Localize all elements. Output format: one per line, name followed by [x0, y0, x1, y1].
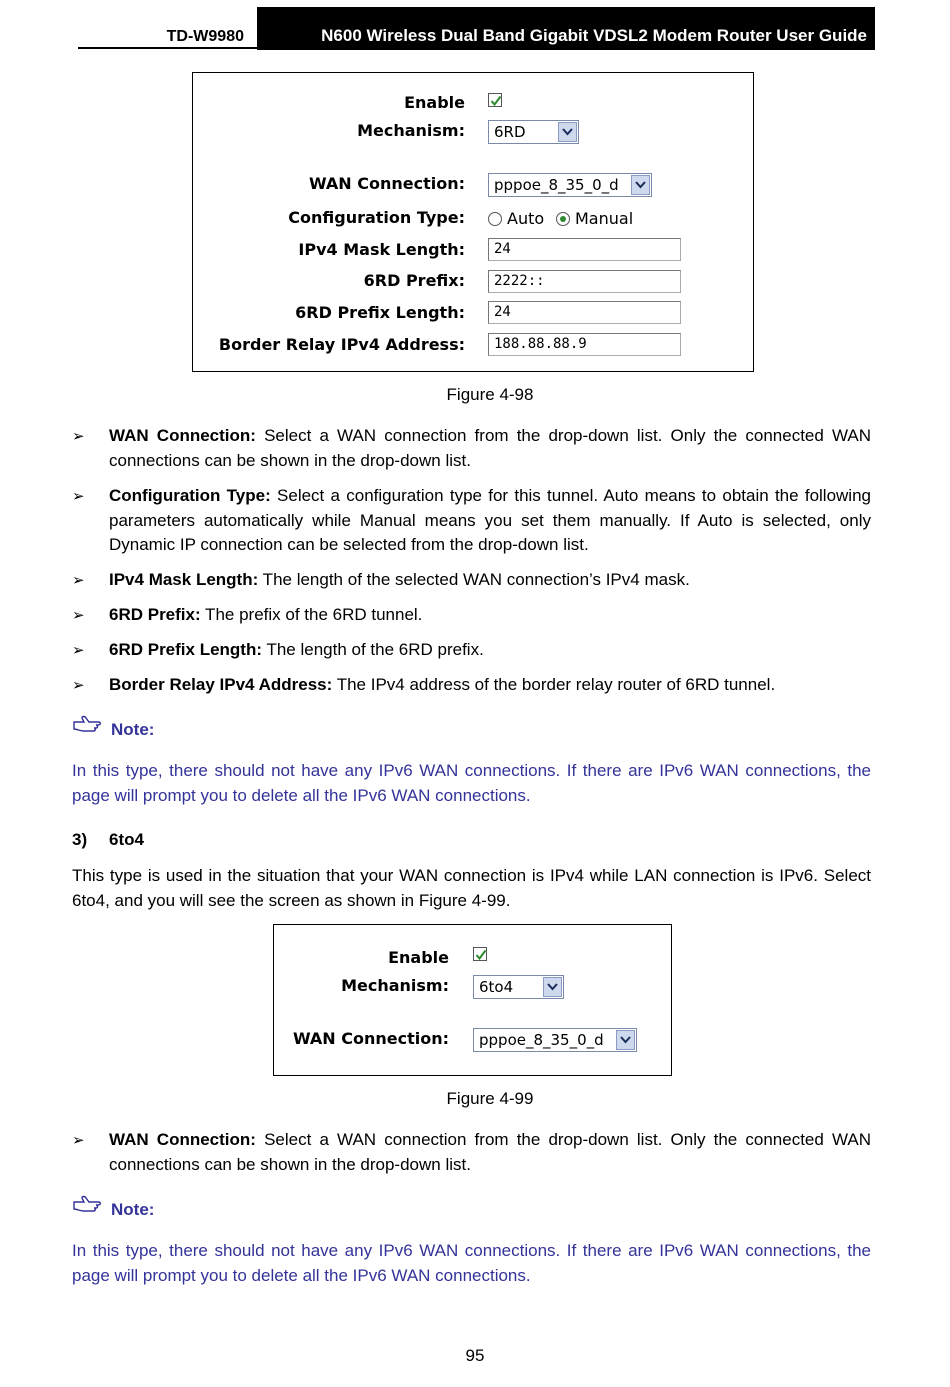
config-auto-label: Auto [507, 209, 545, 228]
note-heading [72, 1200, 154, 1220]
mechanism-label: Mechanism: [357, 121, 465, 140]
enable-label: Enable [404, 93, 465, 112]
bullet-6rd-prefix [72, 603, 871, 628]
note-text: In this type, there should not have any IPv6 WAN connections. If there are IPv6 WAN connections, the page will prompt you to delete all the IPv6 WAN connections. [72, 761, 871, 805]
wan-connection-select[interactable] [488, 173, 652, 197]
bullet-text: The length of the 6RD prefix. [262, 640, 484, 659]
config-auto-radio[interactable] [488, 212, 502, 226]
6rd-prefix-input[interactable]: 2222:: [488, 270, 681, 293]
bullet-term: WAN Connection: [109, 1130, 256, 1149]
note-heading [72, 720, 154, 740]
arrow-bullet-icon: ➢ [72, 427, 85, 445]
arrow-bullet-icon: ➢ [72, 1131, 85, 1149]
chevron-down-icon[interactable] [558, 122, 577, 142]
6rd-prefix-label: 6RD Prefix: [363, 271, 465, 290]
section-paragraph: This type is used in the situation that your WAN connection is IPv4 while LAN connection is IPv6. Select 6to4, and you will see the screen as shown in Figure 4-99. [72, 866, 871, 910]
bullet-term: 6RD Prefix: [109, 605, 201, 624]
wan-connection-label: WAN Connection: [308, 174, 465, 193]
mechanism-select[interactable] [473, 975, 564, 999]
bullet-term: WAN Connection: [109, 426, 256, 445]
page-number: 95 [465, 1346, 485, 1365]
bullet-ipv4-mask-length [72, 568, 871, 593]
bullet-text: The length of the selected WAN connection’s IPv4 mask. [258, 570, 690, 589]
bullet-6rd-prefix-length [72, 638, 871, 663]
arrow-bullet-icon: ➢ [72, 487, 85, 505]
mechanism-select[interactable] [488, 120, 579, 144]
bullet-term: Border Relay IPv4 Address: [109, 675, 333, 694]
configuration-type-label: Configuration Type: [288, 208, 465, 227]
bullet-term: Configuration Type: [109, 486, 271, 505]
wan-connection-value: pppoe_8_35_0_d [494, 176, 619, 194]
ipv4-mask-length-input[interactable]: 24 [488, 238, 681, 261]
arrow-bullet-icon: ➢ [72, 606, 85, 624]
ipv4-mask-length-label: IPv4 Mask Length: [298, 240, 465, 259]
border-relay-label: Border Relay IPv4 Address: [218, 335, 465, 354]
bullet-text: Select a configuration type for this tunnel. Auto means to obtain the following parameters automatically while Manual means you set them manually. If Auto is selected, only Dynamic IP connection can be selected from the drop-down list. [109, 486, 871, 554]
chevron-down-icon[interactable] [543, 977, 562, 997]
enable-label: Enable [388, 948, 449, 967]
chevron-down-icon[interactable] [631, 175, 650, 195]
checkmark-icon [474, 948, 488, 962]
pointing-hand-icon [72, 714, 102, 739]
6rd-prefix-length-label: 6RD Prefix Length: [295, 303, 465, 322]
bullet-wan-connection [72, 1128, 871, 1177]
config-manual-radio[interactable] [556, 212, 570, 226]
section-number: 3) [72, 830, 88, 849]
note-label: Note: [111, 720, 155, 739]
section-title: 6to4 [109, 830, 144, 849]
bullet-term: 6RD Prefix Length: [109, 640, 263, 659]
wan-connection-label: WAN Connection: [292, 1029, 449, 1048]
arrow-bullet-icon: ➢ [72, 676, 85, 694]
bullet-border-relay [72, 673, 871, 698]
enable-checkbox[interactable] [488, 93, 502, 107]
figure-98-caption: Figure 4-98 [446, 385, 534, 404]
figure-99-screenshot [273, 924, 672, 1076]
figure-99-caption: Figure 4-99 [446, 1089, 534, 1108]
pointing-hand-icon [72, 1194, 102, 1219]
header-guide-title: N600 Wireless Dual Band Gigabit VDSL2 Modem Router User Guide [257, 7, 875, 50]
chevron-down-icon[interactable] [616, 1030, 635, 1050]
wan-connection-value: pppoe_8_35_0_d [479, 1031, 604, 1049]
mechanism-value: 6RD [494, 123, 526, 141]
arrow-bullet-icon: ➢ [72, 641, 85, 659]
figure-98-screenshot [192, 72, 754, 372]
note-text: In this type, there should not have any IPv6 WAN connections. If there are IPv6 WAN connections, the page will prompt you to delete all the IPv6 WAN connections. [72, 1241, 871, 1285]
section-heading [72, 830, 144, 850]
config-manual-label: Manual [575, 209, 634, 228]
border-relay-input[interactable]: 188.88.88.9 [488, 333, 681, 356]
bullet-configuration-type [72, 484, 871, 558]
arrow-bullet-icon: ➢ [72, 571, 85, 589]
mechanism-label: Mechanism: [341, 976, 449, 995]
bullet-text: Select a WAN connection from the drop-down list. Only the connected WAN connections can be shown in the drop-down list. [109, 1130, 871, 1174]
header-rule [78, 47, 258, 49]
note-label: Note: [111, 1200, 155, 1219]
checkmark-icon [489, 94, 503, 108]
enable-checkbox[interactable] [473, 947, 487, 961]
bullet-term: IPv4 Mask Length: [109, 570, 259, 589]
header-model: TD-W9980 [166, 28, 244, 45]
wan-connection-select[interactable] [473, 1028, 637, 1052]
bullet-text: The IPv4 address of the border relay router of 6RD tunnel. [332, 675, 776, 694]
mechanism-value: 6to4 [479, 978, 514, 996]
bullet-wan-connection [72, 424, 871, 473]
bullet-text: Select a WAN connection from the drop-down list. Only the connected WAN connections can be shown in the drop-down list. [109, 426, 871, 470]
bullet-text: The prefix of the 6RD tunnel. [200, 605, 423, 624]
6rd-prefix-length-input[interactable]: 24 [488, 301, 681, 324]
